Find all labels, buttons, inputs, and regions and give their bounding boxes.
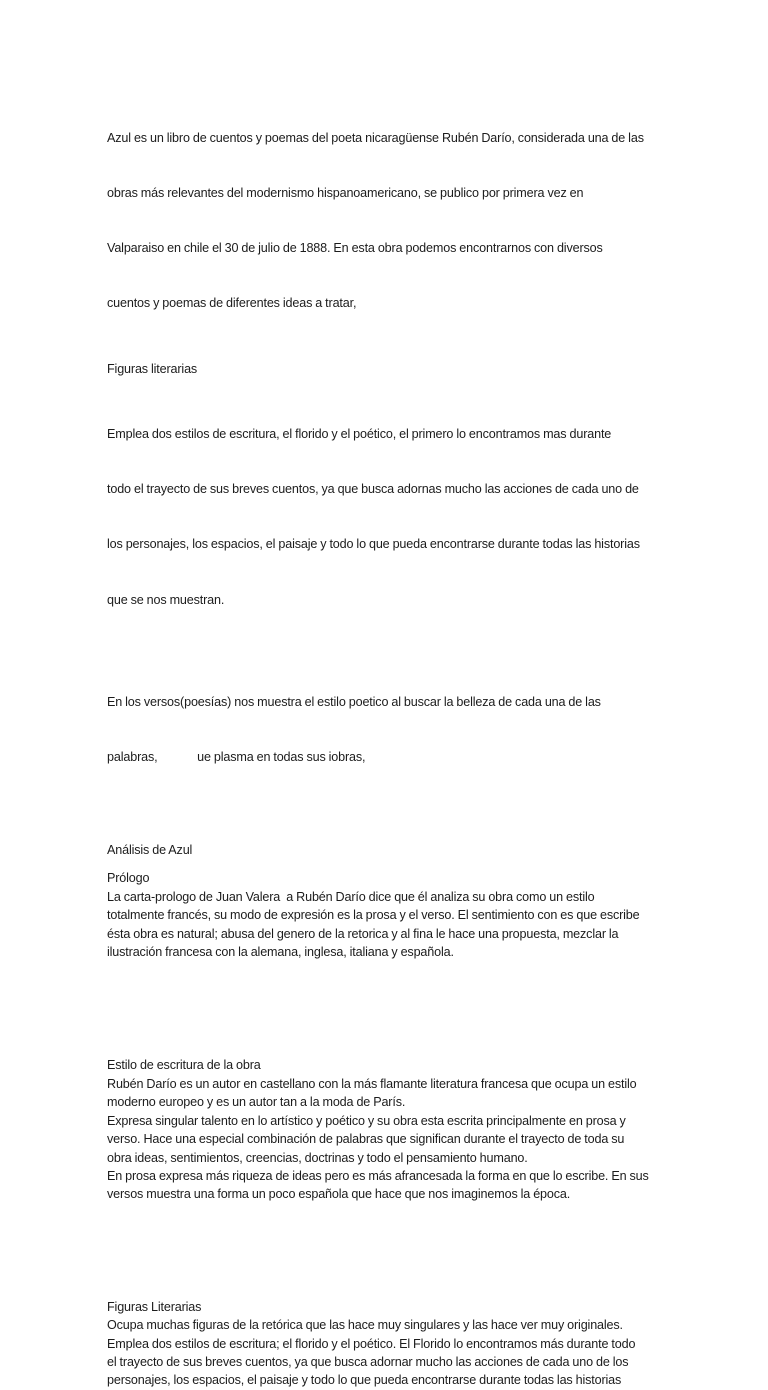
figuras-2-line: Emplea dos estilos de escritura; el florido y el poético. El Florido lo encontramos más durante todo bbox=[107, 1336, 636, 1351]
prologo-heading: Prólogo bbox=[107, 871, 150, 886]
intro-paragraph bbox=[107, 92, 667, 350]
figuras-line: que se nos muestran. bbox=[107, 592, 225, 607]
spacer bbox=[107, 961, 667, 1031]
prologo-line: totalmente francés, su modo de expresión es la prosa y el verso. El sentimiento con es que escribe bbox=[107, 908, 640, 923]
figuras-2-heading: Figuras Literarias bbox=[107, 1299, 202, 1314]
analisis-heading: Análisis de Azul bbox=[107, 843, 193, 858]
prologo-line: ilustración francesa con la alemana, inglesa, italiana y española. bbox=[107, 945, 454, 960]
figuras-line: palabras, ue plasma en todas sus iobras, bbox=[107, 749, 366, 764]
estilo-line: moderno europeo y es un autor tan a la moda de París. bbox=[107, 1095, 406, 1110]
prologo-section bbox=[107, 869, 667, 961]
figuras-line: todo el trayecto de sus breves cuentos, ya que busca adornas mucho las acciones de cada uno de bbox=[107, 482, 639, 497]
prologo-line: ésta obra es natural; abusa del genero de la retorica y al fina le hace una propuesta, mezclar la bbox=[107, 926, 619, 941]
spacer bbox=[107, 1274, 667, 1298]
estilo-line: Rubén Darío es un autor en castellano con la más flamante literatura francesa que ocupa un estilo bbox=[107, 1076, 637, 1091]
figuras-line: Emplea dos estilos de escritura, el florido y el poético, el primero lo encontramos mas durante bbox=[107, 426, 612, 441]
estilo-line: verso. Hace una especial combinación de palabras que significan durante el trayecto de toda su bbox=[107, 1132, 625, 1147]
intro-line: Azul es un libro de cuentos y poemas del poeta nicaragüense Rubén Darío, considerada una de las bbox=[107, 130, 644, 145]
estilo-line: En prosa expresa más riqueza de ideas pero es más afrancesada la forma en que lo escribe. En sus bbox=[107, 1168, 649, 1183]
figuras-2-line: personajes, los espacios, el paisaje y todo lo que pueda encontrarse durante todas las historias bbox=[107, 1373, 622, 1388]
figuras-literarias-heading: Figuras literarias bbox=[107, 361, 198, 376]
estilo-line: obra ideas, sentimientos, creencias, doctrinas y todo el pensamiento humano. bbox=[107, 1150, 528, 1165]
estilo-section bbox=[107, 1056, 667, 1203]
estilo-heading: Estilo de escritura de la obra bbox=[107, 1058, 261, 1073]
intro-line: cuentos y poemas de diferentes ideas a tratar, bbox=[107, 296, 357, 311]
spacer bbox=[107, 813, 667, 841]
prologo-line: La carta-prologo de Juan Valera a Rubén Darío dice que él analiza su obra como un estilo bbox=[107, 889, 595, 904]
figuras-2-line: Ocupa muchas figuras de la retórica que las hace muy singulares y las hace ver muy originales. bbox=[107, 1318, 623, 1333]
intro-line: Valparaiso en chile el 30 de julio de 1888. En esta obra podemos encontrarnos con diversos bbox=[107, 241, 603, 256]
figuras-paragraph-1 bbox=[107, 388, 667, 646]
estilo-line: Expresa singular talento en lo artístico y poético y su obra esta escrita principalmente en prosa y bbox=[107, 1113, 626, 1128]
figuras-paragraph-2 bbox=[107, 656, 667, 803]
figuras-2-line: el trayecto de sus breves cuentos, ya que busca adornar mucho las acciones de cada uno de los bbox=[107, 1354, 629, 1369]
intro-line: obras más relevantes del modernismo hispanoamericano, se publico por primera vez en bbox=[107, 186, 584, 201]
document-page bbox=[107, 92, 667, 1390]
spacer bbox=[107, 1204, 667, 1274]
spacer bbox=[107, 1031, 667, 1056]
estilo-line: versos muestra una forma un poco española que hace que nos imaginemos la época. bbox=[107, 1187, 571, 1202]
figuras-literarias-2-section bbox=[107, 1298, 667, 1390]
figuras-line: En los versos(poesías) nos muestra el estilo poetico al buscar la belleza de cada una de las bbox=[107, 694, 601, 709]
figuras-line: los personajes, los espacios, el paisaje y todo lo que pueda encontrarse durante todas las historias bbox=[107, 537, 640, 552]
